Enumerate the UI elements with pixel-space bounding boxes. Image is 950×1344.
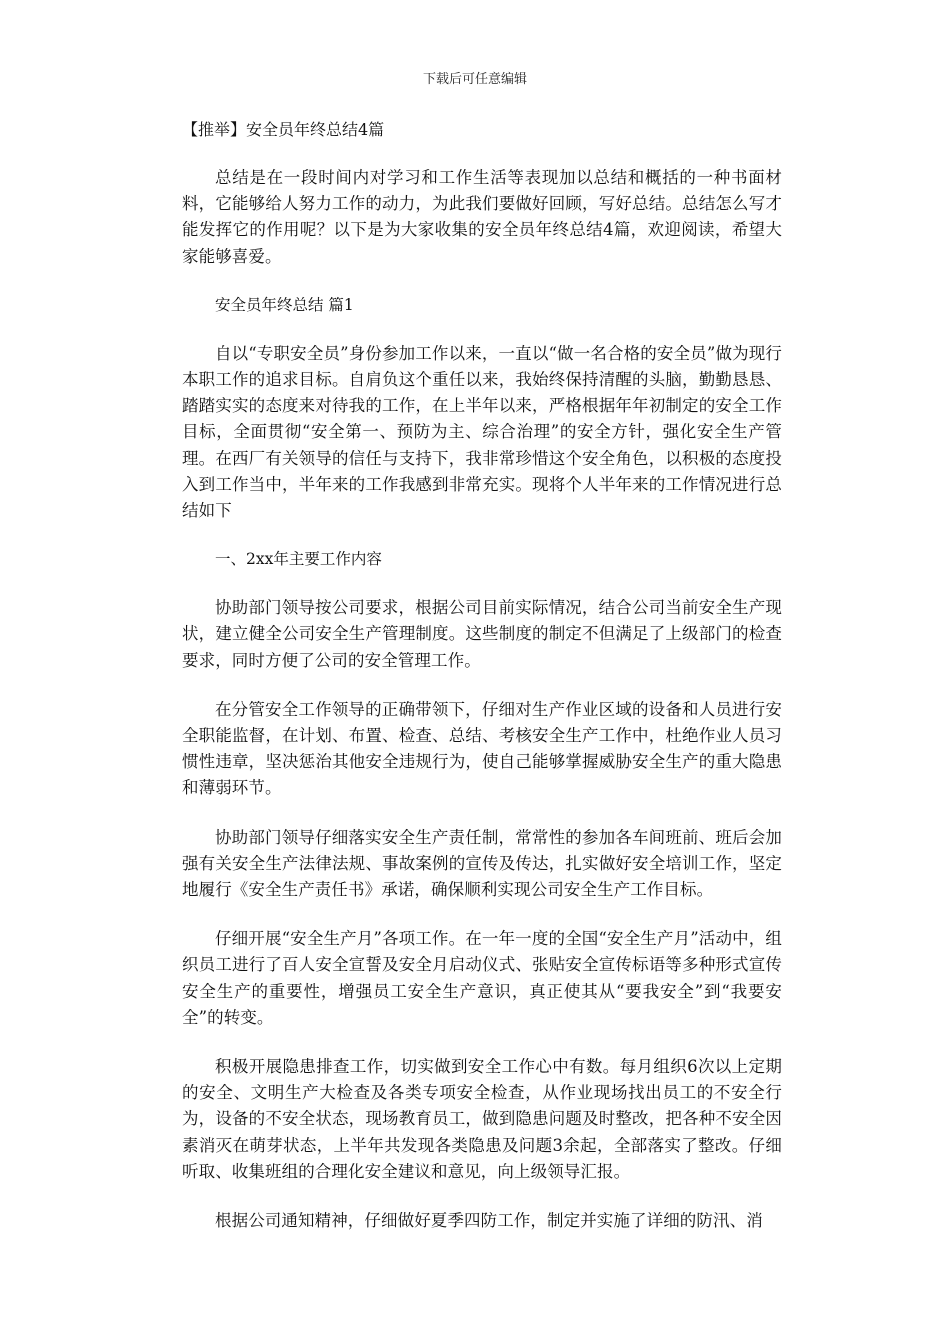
paragraph-6: 积极开展隐患排查工作，切实做到安全工作心中有数。每月组织6次以上定期的安全、文明生产大检查及各类专项安全检查，从作业现场找出员工的不安全行为，设备的不安全状态，现场教育员工，做到隐患问题及时整改，把各种不安全因素消灭在萌芽状态，上半年共发现各类隐患及问题3余起，全部落实了整改。仔细听取、收集班组的合理化安全建议和意见，向上级领导汇报。 xyxy=(182,1057,782,1181)
header-note: 下载后可任意编辑 xyxy=(422,72,527,87)
document-body xyxy=(182,118,782,1257)
paragraph-1: 自以“专职安全员”身份参加工作以来，一直以“做一名合格的安全员”做为现行本职工作的追求目标。自肩负这个重任以来，我始终保持清醒的头脑，勤勤恳恳、踏踏实实的态度来对待我的工作，在上半年以来，严格根据年年初制定的安全工作目标，全面贯彻“安全第一、预防为主、综合治理”的安全方针，强化安全生产管理。在西厂有关领导的信任与支持下，我非常珍惜这个安全角色，以积极的态度投入到工作当中，半年来的工作我感到非常充实。现将个人半年来的工作情况进行总结如下 xyxy=(182,343,782,521)
article-heading: 安全员年终总结 篇1 xyxy=(215,295,354,314)
paragraph-5: 仔细开展“安全生产月”各项工作。在一年一度的全国“安全生产月”活动中，组织员工进行了百人安全宣誓及安全月启动仪式、张贴安全宣传标语等多种形式宣传安全生产的重要性，增强员工安全生产意识，真正使其从“要我安全”到“我要安全”的转变。 xyxy=(182,929,782,1027)
paragraph-2: 协助部门领导按公司要求，根据公司目前实际情况，结合公司当前安全生产现状，建立健全公司安全生产管理制度。这些制度的制定不但满足了上级部门的检查要求，同时方便了公司的安全管理工作。 xyxy=(182,598,782,670)
paragraph-4: 协助部门领导仔细落实安全生产责任制，常常性的参加各车间班前、班后会加强有关安全生产法律法规、事故案例的宣传及传达，扎实做好安全培训工作，坚定地履行《安全生产责任书》承诺，确保顺利实现公司安全生产工作目标。 xyxy=(182,827,782,900)
section-heading: 一、2xx年主要工作内容 xyxy=(215,550,382,569)
paragraph-3: 在分管安全工作领导的正确带领下，仔细对生产作业区域的设备和人员进行安全职能监督，在计划、布置、检查、总结、考核安全生产工作中，杜绝作业人员习惯性违章，坚决惩治其他安全违规行为，使自己能够掌握威胁安全生产的重大隐患和薄弱环节。 xyxy=(182,699,782,798)
document-title: 【推举】安全员年终总结4篇 xyxy=(182,120,385,139)
intro-paragraph: 总结是在一段时间内对学习和工作生活等表现加以总结和概括的一种书面材料，它能够给人努力工作的动力，为此我们要做好回顾，写好总结。总结怎么写才能发挥它的作用呢？以下是为大家收集的安全员年终总结4篇，欢迎阅读，希望大家能够喜爱。 xyxy=(182,168,782,266)
paragraph-7: 根据公司通知精神，仔细做好夏季四防工作，制定并实施了详细的防汛、消 xyxy=(215,1211,763,1231)
